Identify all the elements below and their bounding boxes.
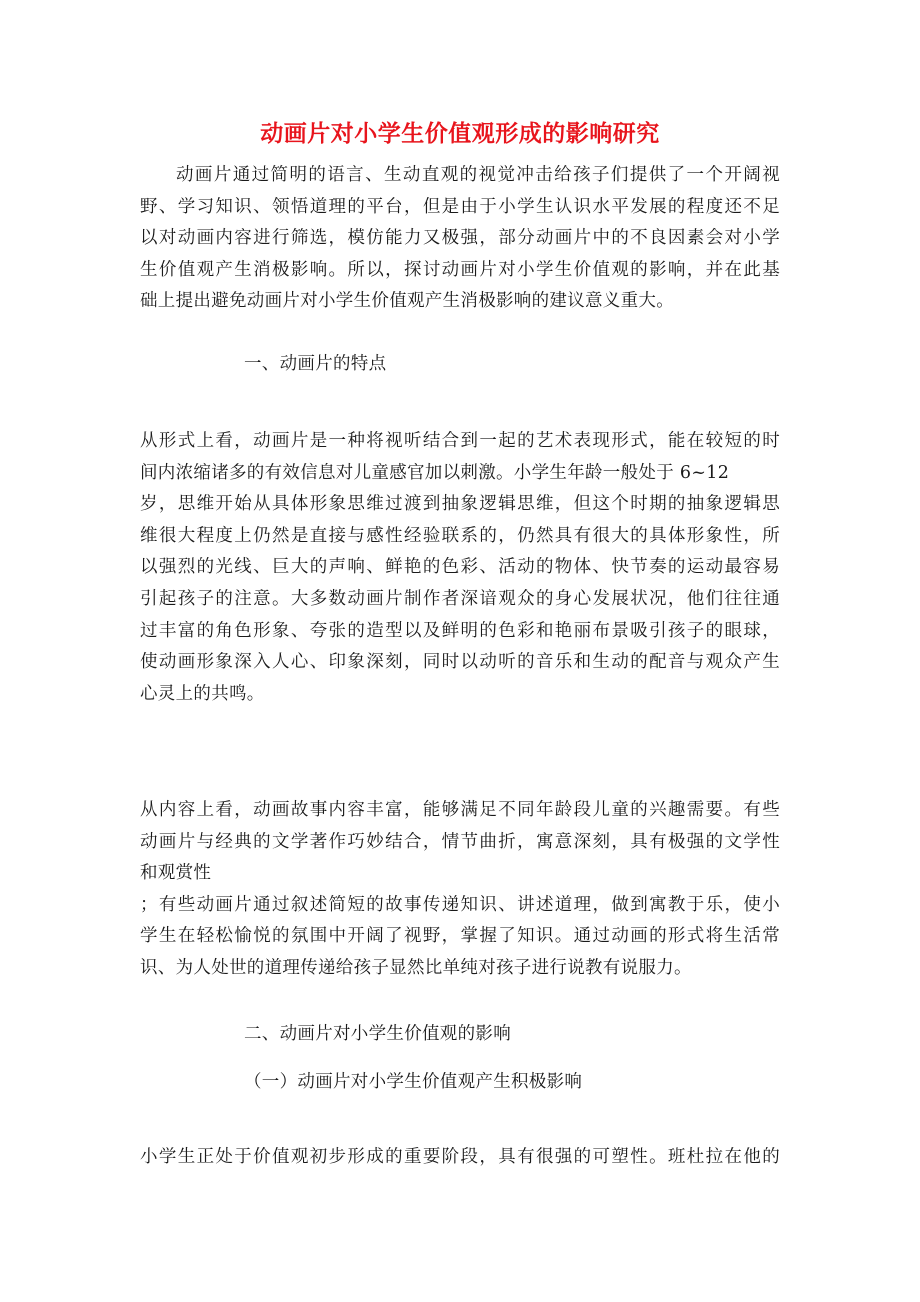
paragraph-line: 小学生正处于价值观初步形成的重要阶段，具有很强的可塑性。班杜拉在他的 (140, 1147, 780, 1167)
form-paragraph (140, 426, 780, 710)
paragraph-line: 心灵上的共鸣。 (140, 683, 265, 704)
paragraph-line: 维很大程度上仍然是直接与感性经验联系的，仍然具有很大的具体形象性，所 (140, 525, 780, 546)
paragraph-line: 和观赏性 (140, 863, 212, 884)
paragraph-line: 以对动画内容进行筛选，模仿能力又极强，部分动画片中的不良因素会对小学 (140, 228, 780, 249)
paragraph-line: 学生在轻松愉悦的氛围中开阔了视野，掌握了知识。通过动画的形式将生活常 (140, 926, 780, 947)
paragraph-line: 过丰富的角色形象、夸张的造型以及鲜明的色彩和艳丽布景吸引孩子的眼球， (140, 620, 780, 641)
paragraph-line: 以强烈的光线、巨大的声响、鲜艳的色彩、活动的物体、快节奏的运动最容易 (140, 557, 780, 578)
intro-paragraph (140, 160, 780, 318)
last-paragraph (140, 1142, 780, 1174)
paragraph-line: ；有些动画片通过叙述简短的故事传递知识、讲述道理，做到寓教于乐，使小 (140, 894, 780, 915)
section-heading-2: 二、动画片对小学生价值观的影响 (244, 1024, 511, 1044)
paragraph-line: 间内浓缩诸多的有效信息对儿童感官加以刺激。小学生年龄一般处于 6~12 (140, 462, 730, 483)
paragraph-line: 引起孩子的注意。大多数动画片制作者深谙观众的身心发展状况，他们往往通 (140, 588, 780, 609)
paragraph-line: 从内容上看，动画故事内容丰富，能够满足不同年龄段儿童的兴趣需要。有些 (140, 800, 780, 820)
content-paragraph (140, 795, 780, 985)
paragraph-line: 动画片通过简明的语言、生动直观的视觉冲击给孩子们提供了一个开阔视 (176, 165, 780, 185)
subsection-heading-2-1: （一）动画片对小学生价值观产生积极影响 (244, 1072, 583, 1092)
document-title: 动画片对小学生价值观形成的影响研究 (260, 121, 660, 147)
paragraph-line: 动画片与经典的文学著作巧妙结合，情节曲折，寓意深刻，具有极强的文学性 (140, 831, 780, 852)
section-heading-1: 一、动画片的特点 (244, 354, 387, 374)
paragraph-line: 础上提出避免动画片对小学生价值观产生消极影响的建议意义重大。 (140, 291, 674, 312)
paragraph-line: 岁，思维开始从具体形象思维过渡到抽象逻辑思维，但这个时期的抽象逻辑思 (140, 494, 780, 515)
paragraph-line: 野、学习知识、领悟道理的平台，但是由于小学生认识水平发展的程度还不足 (140, 196, 780, 217)
paragraph-line: 识、为人处世的道理传递给孩子显然比单纯对孩子进行说教有说服力。 (140, 957, 692, 978)
paragraph-line: 使动画形象深入人心、印象深刻，同时以动听的音乐和生动的配音与观众产生 (140, 652, 780, 673)
paragraph-line: 从形式上看，动画片是一种将视听结合到一起的艺术表现形式，能在较短的时 (140, 431, 780, 451)
paragraph-line: 生价值观产生消极影响。所以，探讨动画片对小学生价值观的影响，并在此基 (140, 259, 780, 280)
